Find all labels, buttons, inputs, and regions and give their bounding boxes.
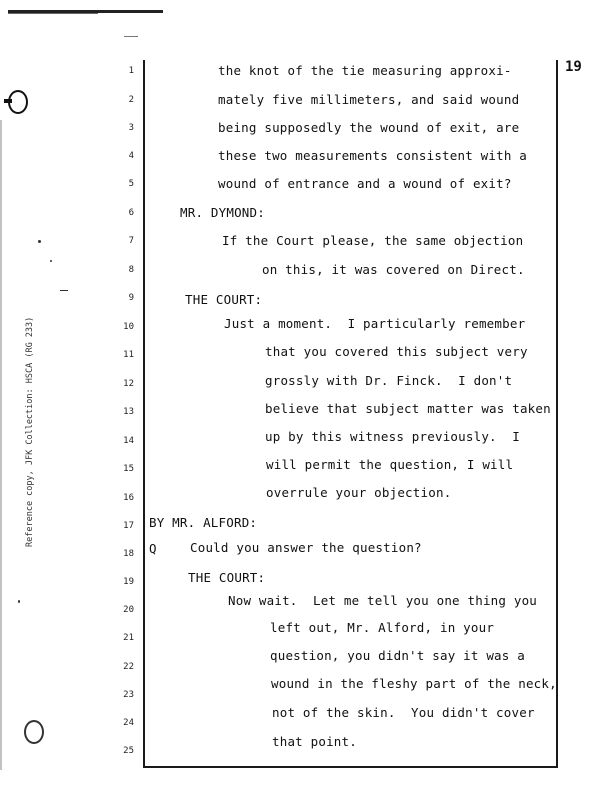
line-number: 25 xyxy=(123,746,134,756)
transcript-line: question, you didn't say it was a xyxy=(270,648,525,663)
line-number: 7 xyxy=(128,236,134,246)
line-number: 2 xyxy=(128,95,134,105)
transcript-line: grossly with Dr. Finck. I don't xyxy=(265,373,513,388)
transcript-line: left out, Mr. Alford, in your xyxy=(270,620,495,635)
transcript-line: If the Court please, the same objection xyxy=(222,233,524,248)
line-number: 23 xyxy=(123,690,134,700)
scan-speck xyxy=(38,240,41,243)
speaker-label: BY MR. ALFORD: xyxy=(149,515,258,530)
line-number: 20 xyxy=(123,605,134,615)
line-number: 17 xyxy=(123,521,134,531)
line-number: 3 xyxy=(128,123,134,133)
line-number: 8 xyxy=(128,265,134,275)
binder-hole-icon xyxy=(8,90,28,114)
line-number: 16 xyxy=(123,493,134,503)
binder-hole-icon xyxy=(24,720,44,744)
transcript-line: mately five millimeters, and said wound xyxy=(218,92,520,107)
transcript-line: Could you answer the question? xyxy=(190,540,422,555)
transcript-line: overrule your objection. xyxy=(266,485,452,500)
line-number: 14 xyxy=(123,436,134,446)
scan-speck xyxy=(60,290,68,291)
line-number: 19 xyxy=(123,577,134,587)
line-number: 15 xyxy=(123,464,134,474)
top-rule-shadow xyxy=(8,13,98,14)
right-margin-line xyxy=(556,60,558,767)
line-number: 22 xyxy=(123,662,134,672)
page-number: 19 xyxy=(565,59,582,75)
archive-side-note: Reference copy, JFK Collection: HSCA (RG 233) xyxy=(25,316,35,547)
line-number: 13 xyxy=(123,407,134,417)
line-number: 1 xyxy=(128,66,134,76)
line-number: 24 xyxy=(123,718,134,728)
transcript-line: wound of entrance and a wound of exit? xyxy=(218,176,512,191)
top-dash xyxy=(124,36,138,37)
speaker-label: THE COURT: xyxy=(185,292,263,307)
transcript-line: that point. xyxy=(272,734,357,749)
transcript-line: the knot of the tie measuring approxi- xyxy=(218,63,512,78)
scan-speck xyxy=(50,260,52,262)
speaker-label: MR. DYMOND: xyxy=(180,205,265,220)
transcript-line: that you covered this subject very xyxy=(265,344,528,359)
line-number: 6 xyxy=(128,208,134,218)
line-number: 10 xyxy=(123,322,134,332)
transcript-line: these two measurements consistent with a xyxy=(218,148,528,163)
line-number: 11 xyxy=(123,350,134,360)
transcript-line: up by this witness previously. I xyxy=(265,429,520,444)
line-number: 18 xyxy=(123,549,134,559)
transcript-line: will permit the question, I will xyxy=(266,457,514,472)
left-edge-shadow xyxy=(0,120,2,770)
scan-speck xyxy=(18,600,20,603)
line-number: 5 xyxy=(128,179,134,189)
transcript-line: on this, it was covered on Direct. xyxy=(262,262,525,277)
question-marker: Q xyxy=(149,541,157,556)
transcript-line: wound in the fleshy part of the neck, xyxy=(271,676,557,691)
line-number: 21 xyxy=(123,633,134,643)
bottom-margin-line xyxy=(143,766,558,768)
speaker-label: THE COURT: xyxy=(188,570,266,585)
transcript-line: being supposedly the wound of exit, are xyxy=(218,120,520,135)
line-number: 9 xyxy=(128,293,134,303)
transcript-line: Now wait. Let me tell you one thing you xyxy=(228,593,538,608)
transcript-line: believe that subject matter was taken xyxy=(265,401,551,416)
line-number: 12 xyxy=(123,379,134,389)
transcript-line: Just a moment. I particularly remember xyxy=(224,316,526,331)
left-margin-line xyxy=(143,60,145,767)
line-number: 4 xyxy=(128,151,134,161)
transcript-line: not of the skin. You didn't cover xyxy=(272,705,535,720)
